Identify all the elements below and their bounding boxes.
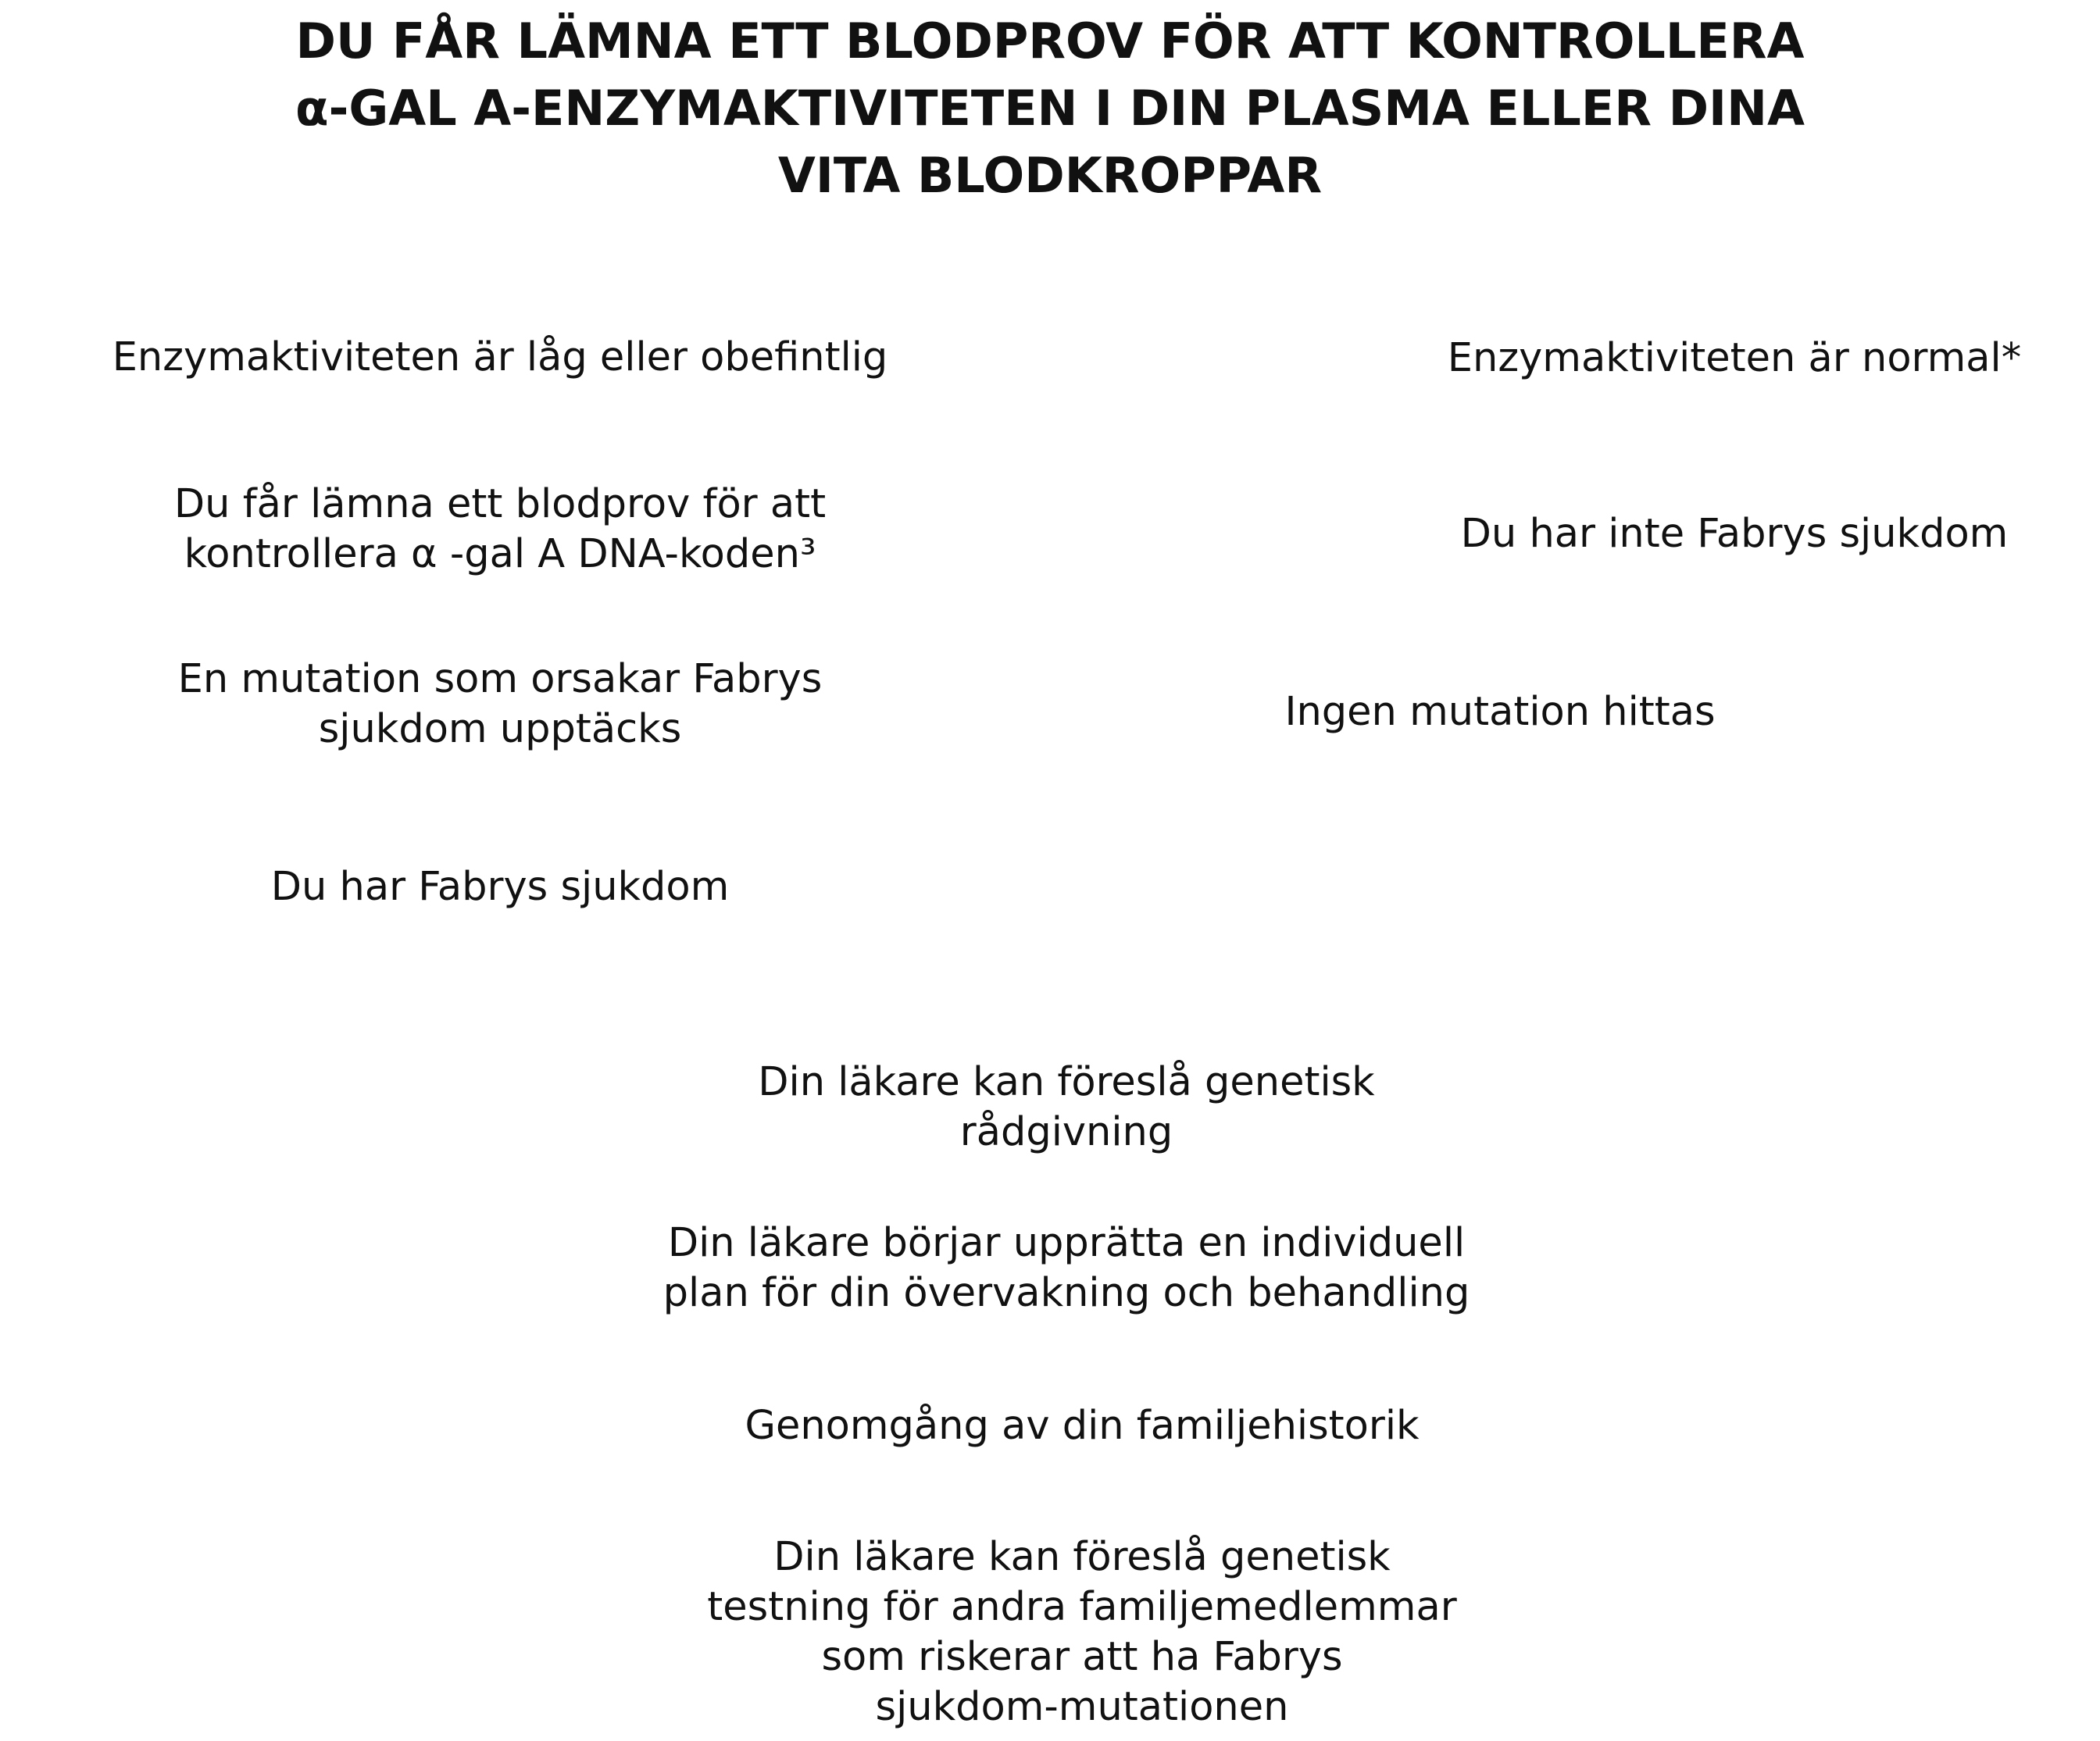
node-family-genetic-testing-line-3: som riskerar att ha Fabrys (821, 1634, 1343, 1680)
node-genetic-counseling-line-1: Din läkare kan föreslå genetisk (758, 1059, 1375, 1105)
node-dna-blood-test-line-1: Du får lämna ett blodprov för att (173, 481, 827, 527)
title-line-2: α-GAL A-ENZYMAKTIVITETEN I DIN PLASMA ELLER DINA (295, 80, 1805, 137)
node-family-genetic-testing-line-4: sjukdom-mutationen (875, 1684, 1289, 1730)
node-family-history-review (613, 1401, 1551, 1451)
node-no-mutation-found-text: Ingen mutation hittas (1284, 689, 1716, 735)
node-normal-enzyme-activity-text: Enzymaktiviteten är normal* (1447, 335, 2022, 381)
node-low-enzyme-activity-text: Enzymaktiviteten är låg eller obefintlig (112, 334, 888, 380)
node-family-genetic-testing-line-1: Din läkare kan föreslå genetisk (773, 1534, 1391, 1580)
node-dna-blood-test (31, 480, 969, 580)
node-low-enzyme-activity (31, 333, 969, 383)
node-mutation-detected-line-2: sjukdom upptäcks (318, 706, 682, 752)
node-treatment-plan-line-1: Din läkare börjar upprätta en individuell (667, 1220, 1466, 1266)
node-mutation-detected-line-1: En mutation som orsakar Fabrys (177, 656, 823, 702)
node-has-fabry-disease (31, 862, 969, 912)
page-title (269, 8, 1831, 209)
node-genetic-counseling (598, 1058, 1535, 1158)
node-family-genetic-testing (613, 1532, 1551, 1732)
node-normal-enzyme-activity (1391, 334, 2078, 384)
node-treatment-plan (598, 1218, 1535, 1318)
node-no-fabry-disease-text: Du har inte Fabrys sjukdom (1460, 511, 2009, 557)
node-family-genetic-testing-line-2: testning för andra familjemedlemmar (707, 1584, 1457, 1630)
node-has-fabry-disease-text: Du har Fabrys sjukdom (270, 864, 730, 910)
node-genetic-counseling-line-2: rådgivning (959, 1109, 1173, 1155)
node-no-mutation-found (1172, 687, 1828, 737)
node-no-fabry-disease (1391, 509, 2078, 559)
node-dna-blood-test-line-2: kontrollera α -gal A DNA-koden³ (184, 531, 816, 577)
node-mutation-detected (31, 655, 969, 755)
node-treatment-plan-line-2: plan för din övervakning och behandling (662, 1270, 1470, 1316)
title-line-3: VITA BLODKROPPAR (777, 147, 1323, 204)
node-family-history-review-text: Genomgång av din familjehistorik (745, 1403, 1420, 1449)
title-line-1: DU FÅR LÄMNA ETT BLODPROV FÖR ATT KONTROLLERA (295, 12, 1805, 70)
